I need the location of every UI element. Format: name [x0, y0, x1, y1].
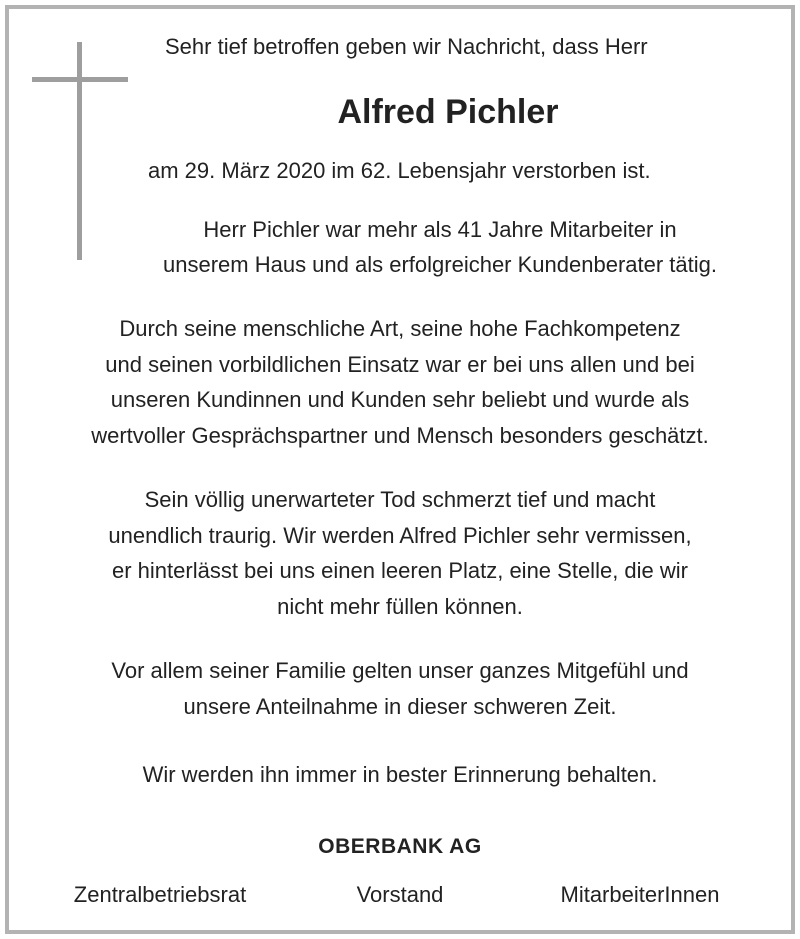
paragraph-2-line-2: und seinen vorbildlichen Einsatz war er bei uns allen und bei	[105, 352, 695, 377]
death-notice: am 29. März 2020 im 62. Lebensjahr verstorben ist.	[148, 158, 651, 183]
signatory-employees: MitarbeiterInnen	[560, 882, 720, 907]
paragraph-4-line-2: unsere Anteilnahme in dieser schweren Zeit.	[183, 694, 617, 719]
deceased-name: Alfred Pichler	[337, 93, 559, 131]
paragraph-2-line-4: wertvoller Gesprächspartner und Mensch besonders geschätzt.	[91, 423, 709, 448]
cross-horizontal-bar	[32, 77, 128, 82]
paragraph-2-line-3: unseren Kundinnen und Kunden sehr beliebt und wurde als	[110, 387, 690, 412]
signatory-board: Vorstand	[356, 882, 444, 907]
paragraph-3-line-4: nicht mehr füllen können.	[277, 594, 523, 619]
paragraph-1-line-2: unserem Haus und als erfolgreicher Kundenberater tätig.	[163, 252, 717, 277]
notice-frame	[5, 5, 795, 934]
paragraph-4-line-1: Vor allem seiner Familie gelten unser ganzes Mitgefühl und	[111, 658, 689, 683]
paragraph-3-line-2: unendlich traurig. Wir werden Alfred Pichler sehr vermissen,	[108, 523, 692, 548]
paragraph-3-line-3: er hinterlässt bei uns einen leeren Platz, eine Stelle, die wir	[112, 558, 688, 583]
closing-line: Wir werden ihn immer in bester Erinnerung behalten.	[142, 762, 658, 787]
company-name: OBERBANK AG	[318, 835, 482, 858]
signatory-works-council: Zentralbetriebsrat	[73, 882, 247, 907]
paragraph-1-line-1: Herr Pichler war mehr als 41 Jahre Mitarbeiter in	[203, 217, 677, 242]
paragraph-3-line-1: Sein völlig unerwarteter Tod schmerzt tief und macht	[144, 487, 656, 512]
intro-text: Sehr tief betroffen geben wir Nachricht, dass Herr	[165, 34, 648, 59]
paragraph-2-line-1: Durch seine menschliche Art, seine hohe Fachkompetenz	[119, 316, 681, 341]
